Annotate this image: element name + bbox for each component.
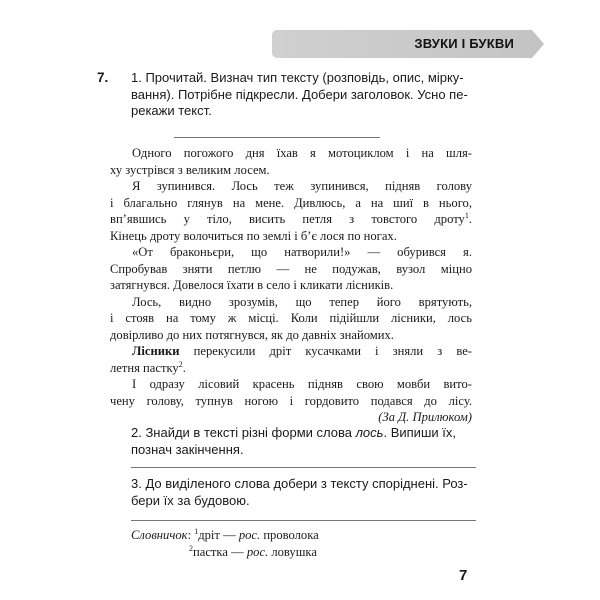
instruction-1-line: рекажи текст. — [131, 103, 212, 118]
story-line: Кінець дроту волочиться по землі і б’є лося по ногах. — [110, 228, 397, 243]
instruction-2-text: . Випиши їх, — [383, 425, 456, 440]
instruction-2-word: лось — [355, 425, 384, 440]
glossary-word: дріт — — [198, 528, 239, 542]
story-line: Я зупинився. Лось теж зупинився, підняв голову — [132, 179, 472, 193]
instruction-1-line: 1. Прочитай. Визнач тип тексту (розповідь, опис, мірку- — [131, 70, 464, 85]
footnote-marker: 2 — [178, 359, 183, 369]
story-text — [110, 145, 472, 426]
glossary-colon: : — [187, 528, 195, 542]
story-line-with-footnote: вп’явшись у тіло, висить петля з товстого дроту$^1$. — [110, 210, 472, 226]
story-line: ху зустрівся з великим лосем. — [110, 162, 270, 177]
instruction-1 — [131, 70, 476, 120]
glossary — [131, 527, 411, 560]
story-line: Одного погожого дня їхав я мотоциклом і на шля- — [132, 146, 472, 160]
glossary-label: Словничок — [131, 528, 188, 542]
instruction-3-line: бери їх за будовою. — [131, 492, 250, 508]
glossary-lang: рос. — [246, 544, 269, 559]
story-line-with-footnote: летня пастку$^2$. — [110, 359, 186, 375]
glossary-entry — [131, 527, 411, 544]
story-line-with-bold — [110, 343, 472, 360]
instruction-3 — [131, 476, 476, 509]
page-number: 7 — [459, 567, 468, 584]
answer-line — [131, 520, 476, 521]
answer-line — [131, 467, 476, 468]
glossary-number: 1 — [194, 526, 199, 536]
glossary-lang: рос. — [238, 528, 261, 542]
glossary-translation: проволока — [260, 528, 319, 542]
story-line: Спробував зняти петлю — не подужав, вузол міцно — [110, 261, 472, 276]
story-line-text: вп’явшись у тіло, висить петля з товстого дроту — [110, 212, 465, 226]
instruction-1-line: вання). Потрібне підкресли. Добери заголовок. Усно пе- — [131, 86, 468, 102]
instruction-3-line: 3. До виділеного слова добери з тексту споріднені. Роз- — [131, 476, 468, 491]
footnote-marker: 1 — [464, 210, 469, 220]
section-header-tab — [272, 30, 532, 58]
glossary-entry — [131, 544, 411, 561]
section-title: ЗВУКИ І БУКВИ — [414, 36, 514, 51]
instruction-2-line: познач закінчення. — [131, 441, 244, 457]
story-line: «От браконьєри, що натворили!» — обурився я. — [132, 245, 472, 259]
story-line-text: летня пастку — [110, 360, 179, 375]
task-number: 7. — [97, 70, 109, 85]
story-author: (За Д. Прилюком) — [378, 410, 472, 424]
story-line-text: перекусили дріт кусачками і зняли з ве- — [193, 344, 472, 358]
glossary-translation: ловушка — [268, 544, 317, 559]
glossary-number: 2 — [189, 543, 193, 553]
story-line: чену голову, тупнув ногою і гордовито подався до лісу. — [110, 393, 472, 408]
instruction-2-line — [131, 425, 476, 442]
highlighted-word: Лісники — [132, 344, 180, 358]
title-answer-line — [174, 137, 380, 138]
story-line: І одразу лісовий красень підняв свою мовби вито- — [132, 377, 472, 391]
glossary-word: пастка — — [193, 544, 247, 559]
story-line: довірливо до них потягнувся, як до давніх знайомих. — [110, 327, 394, 342]
story-line: і стояв на тому ж місці. Коли підійшли лісники, лось — [110, 311, 472, 325]
story-line: Лось, видно зрозумів, що тепер його врятують, — [132, 294, 472, 309]
story-line: і благально глянув на мене. Дивлюсь, а на шиї в нього, — [110, 195, 472, 210]
story-line: затягнувся. Довелося їхати в село і кликати лісників. — [110, 278, 394, 292]
instruction-2-text: 2. Знайди в тексті різні форми слова — [131, 425, 356, 440]
instruction-2 — [131, 425, 476, 458]
